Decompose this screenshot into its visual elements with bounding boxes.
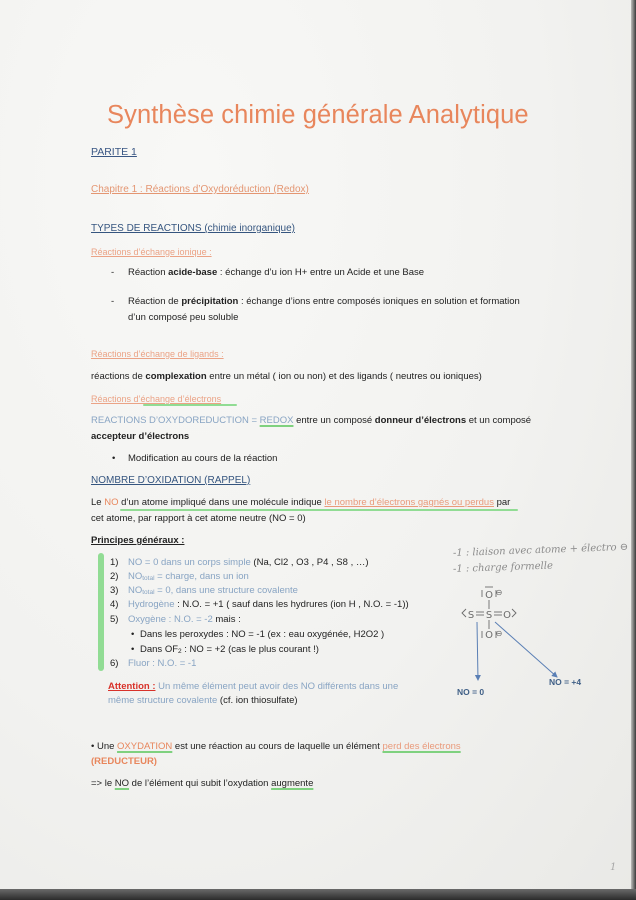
rule-1 xyxy=(128,557,369,569)
ionic-exchange-heading: Réactions d’échange ionique : xyxy=(91,247,212,257)
bullet: • xyxy=(91,741,95,752)
atom-left-sulfur: S xyxy=(467,610,475,621)
sub-bullet: • xyxy=(131,644,135,655)
precipitation-item-cont: d’un composé peu soluble xyxy=(128,312,239,323)
term: acide-base xyxy=(168,267,218,278)
attention-label: Attention : xyxy=(108,681,156,692)
rule-number: 3) xyxy=(110,585,119,596)
text: par xyxy=(493,497,511,508)
rule-text: Dans OF xyxy=(140,644,179,655)
label-no-zero: NO = 0 xyxy=(457,687,485,697)
handwritten-note: -1 : charge formelle xyxy=(452,560,554,575)
handwritten-note: -1 : liaison avec atome + électro ⊖ xyxy=(452,541,629,559)
oxidation-number-heading: NOMBRE D’OXIDATION (RAPPEL) xyxy=(91,475,251,486)
rule-number: 6) xyxy=(110,658,119,669)
rule-text: NO = 0 dans un corps simple xyxy=(128,557,251,568)
green-highlight-bar xyxy=(98,553,104,671)
rule-2 xyxy=(128,571,249,583)
bullet: • xyxy=(112,453,116,464)
sub-bullet: • xyxy=(131,629,135,640)
rule-number: 1) xyxy=(110,557,119,568)
term: complexation xyxy=(145,371,207,382)
oxidation-term: OXYDATION xyxy=(117,741,173,752)
text: entre un métal ( ion ou non) et des ligands ( neutres ou ioniques) xyxy=(206,371,482,382)
text: Réaction xyxy=(128,267,169,278)
text: : échange d’u ion H+ entre un Acide et une Base xyxy=(217,267,425,278)
page-number: 1 xyxy=(610,862,617,873)
principles-heading: Principes généraux : xyxy=(91,535,185,546)
subscript: 2 xyxy=(178,648,182,655)
attention-note-cont xyxy=(108,695,298,707)
atom-top-oxygen: O xyxy=(485,590,493,601)
attention-text: même structure covalente xyxy=(108,695,218,706)
text: est une réaction au cours de laquelle un élément xyxy=(172,741,383,752)
text: réactions de xyxy=(91,371,146,382)
highlighted-phrase: le nombre d’électrons gagnés ou perdus xyxy=(324,497,494,508)
rule-4 xyxy=(128,599,409,611)
ligand-exchange-heading: Réactions d’échange de ligands : xyxy=(91,349,224,359)
text: => le xyxy=(91,778,115,789)
text: de l’élément qui subit l’oxydation xyxy=(129,778,272,789)
text: : échange d’ions entre composés ioniques en solution et formation xyxy=(238,296,520,307)
attention-text: Un même élément peut avoir des NO différents dans une xyxy=(155,681,399,692)
negative-charge: ⊖ xyxy=(495,629,503,638)
rule-text: Oxygène : N.O. = -2 xyxy=(128,614,213,625)
oxidation-number-definition xyxy=(91,497,510,509)
rule-5-peroxides: Dans les peroxydes : NO = -1 (ex : eau oxygénée, H2O2 ) xyxy=(140,629,385,640)
lone-pair-bracket xyxy=(512,609,516,617)
rule-text: = 0, dans une structure covalente xyxy=(154,585,298,596)
rule-6: Fluor : N.O. = -1 xyxy=(128,658,197,669)
redox-term: REDOX xyxy=(259,415,294,426)
acceptor-term: accepteur d’électrons xyxy=(91,431,190,442)
label-no-plus-four: NO = +4 xyxy=(549,677,582,687)
text: Réaction de xyxy=(128,296,182,307)
rule-text: NO xyxy=(128,571,143,582)
text: Le xyxy=(91,497,105,508)
redox-definition xyxy=(91,415,531,427)
page-right-edge xyxy=(631,0,636,900)
text: entre un composé xyxy=(293,415,375,426)
text: et un composé xyxy=(466,415,532,426)
term: précipitation xyxy=(181,296,239,307)
no-term: NO xyxy=(114,778,130,789)
rule-number: 5) xyxy=(110,614,119,625)
arrow-left-sulfur xyxy=(477,622,478,680)
rule-text: : N.O. = +1 ( sauf dans les hydrures (ion H , N.O. = -1)) xyxy=(174,599,409,610)
atom-bottom-oxygen: O xyxy=(485,630,493,641)
rule-text: mais : xyxy=(212,614,241,625)
page-bottom-edge xyxy=(0,889,636,900)
types-heading: TYPES DE REACTIONS (chimie inorganique) xyxy=(91,223,295,234)
subscript: total xyxy=(142,589,155,596)
text: REACTIONS D’OXYDOREDUCTION = xyxy=(91,415,260,426)
atom-right-oxygen: O xyxy=(503,610,511,621)
dash-bullet: - xyxy=(111,267,115,278)
arrow-center-sulfur xyxy=(495,622,557,677)
page-title: Synthèse chimie générale Analytique xyxy=(107,101,529,129)
oxidation-number-definition-cont: cet atome, par rapport à cet atome neutre (NO = 0) xyxy=(91,513,306,524)
rule-number: 4) xyxy=(110,599,119,610)
thiosulfate-structure-diagram xyxy=(440,582,625,687)
rule-5-of2 xyxy=(140,644,319,656)
negative-charge: ⊖ xyxy=(495,588,503,597)
rule-text: Hydrogène xyxy=(128,599,175,610)
reducer-label: (REDUCTEUR) xyxy=(91,756,157,767)
dash-bullet: - xyxy=(111,296,115,307)
text: d’un atome impliqué dans une molécule indique xyxy=(118,497,325,508)
chapter-heading: Chapitre 1 : Réactions d’Oxydoréduction (Redox) xyxy=(91,184,309,195)
attention-note xyxy=(108,681,398,693)
part-heading: PARITE 1 xyxy=(91,146,137,158)
increase-term: augmente xyxy=(271,778,314,789)
rule-text: : NO = +2 (cas le plus courant !) xyxy=(181,644,319,655)
rule-text: = charge, dans un ion xyxy=(154,571,249,582)
green-highlight-mark xyxy=(120,509,518,511)
rule-3 xyxy=(128,585,298,597)
no-term: NO xyxy=(104,497,119,508)
acid-base-item xyxy=(128,267,424,279)
text: Une xyxy=(94,741,118,752)
oxidation-definition xyxy=(91,741,461,753)
rule-number: 2) xyxy=(110,571,119,582)
electron-exchange-heading: Réactions d’échange d’électrons xyxy=(91,394,222,404)
rule-text: NO xyxy=(128,585,143,596)
lone-pair-bracket xyxy=(462,609,466,617)
attention-text: (cf. ion thiosulfate) xyxy=(217,695,298,706)
modification-note: Modification au cours de la réaction xyxy=(128,453,278,464)
rule-5 xyxy=(128,614,241,626)
donor-term: donneur d’électrons xyxy=(374,415,467,426)
rule-text: (Na, Cl2 , O3 , P4 , S8 , …) xyxy=(250,557,369,568)
green-highlight-mark xyxy=(143,404,237,406)
complexation-line xyxy=(91,371,482,383)
subscript: total xyxy=(142,575,155,582)
highlighted-phrase: perd des électrons xyxy=(382,741,461,752)
precipitation-item xyxy=(128,296,520,308)
oxidation-conclusion xyxy=(91,778,313,790)
atom-center-sulfur: S xyxy=(485,610,493,621)
